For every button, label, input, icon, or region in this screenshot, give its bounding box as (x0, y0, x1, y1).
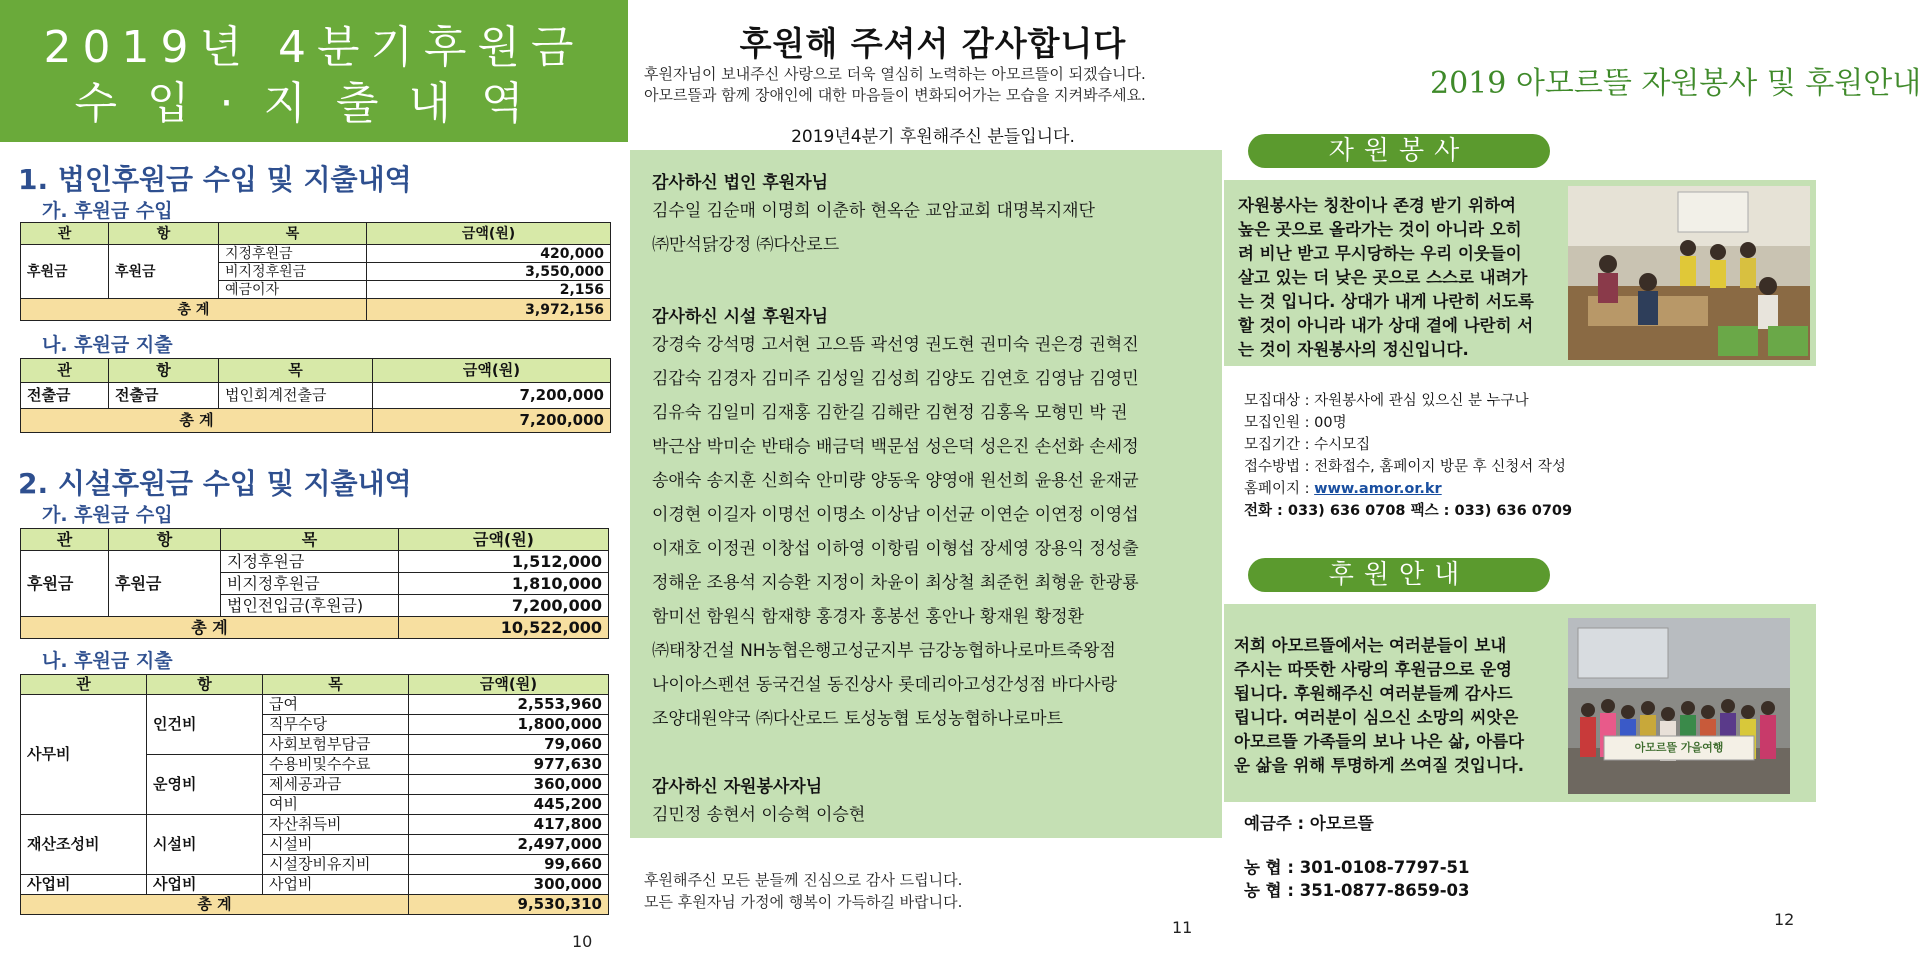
section1-expense-title: 나. 후원금 지출 (42, 334, 173, 356)
volunteer-pill: 자원봉사 (1248, 134, 1550, 168)
col-hang: 항 (109, 359, 219, 383)
text-line: 저희 아모르뜰에서는 여러분들이 보내 (1234, 636, 1507, 655)
facility-donor-names (652, 328, 1139, 736)
col-mok: 목 (263, 675, 409, 695)
recruit-method: 접수방법 : 전화접수, 홈페이지 방문 후 신청서 작성 (1244, 459, 1566, 475)
mok-cell: 지정후원금 (221, 551, 399, 573)
hang-cell: 사업비 (147, 875, 263, 895)
total-label: 총 계 (21, 895, 409, 915)
col-hang: 항 (147, 675, 263, 695)
page-number-10: 10 (572, 932, 593, 951)
mok-cell: 여비 (263, 795, 409, 815)
text-line: 높은 곳으로 올라가는 것이 아니라 오히 (1238, 220, 1522, 239)
col-hang: 항 (109, 529, 221, 551)
trip-banner: 아모르뜰 가을여행 (1634, 741, 1724, 754)
gwan-cell: 재산조성비 (21, 815, 147, 875)
hang-cell: 후원금 (109, 551, 221, 617)
mok-cell: 비지정후원금 (221, 573, 399, 595)
closing-line-1: 후원해주신 모든 분들께 진심으로 감사 드립니다. (644, 871, 963, 889)
volunteer-photo (1568, 186, 1810, 360)
gwan-cell: 전출금 (21, 383, 109, 409)
facility-expense-table (20, 674, 609, 915)
mok-cell: 지정후원금 (219, 245, 367, 263)
total-amount: 10,522,000 (399, 617, 609, 639)
amount-cell: 2,553,960 (409, 695, 609, 715)
col-gwan: 관 (21, 359, 109, 383)
hang-cell: 후원금 (109, 245, 219, 299)
amount-cell: 420,000 (367, 245, 611, 263)
total-label: 총 계 (21, 409, 373, 433)
text-line: 아모르뜰 가족들의 보나 나은 삶, 아름다 (1234, 732, 1525, 751)
donation-photo (1568, 618, 1790, 794)
volunteer-text (1238, 194, 1534, 362)
page-number-12: 12 (1774, 910, 1795, 929)
name-line: 이경현 이길자 이명선 이명소 이상남 이선균 이연순 이연정 이영섭 (652, 505, 1139, 525)
amount-cell: 360,000 (409, 775, 609, 795)
gwan-cell: 후원금 (21, 551, 109, 617)
closing-line-2: 모든 후원자님 가정에 행복이 가득하길 바랍니다. (644, 893, 963, 911)
col-gwan: 관 (21, 675, 147, 695)
mok-cell: 제세공과금 (263, 775, 409, 795)
amount-cell: 1,810,000 (399, 573, 609, 595)
name-line: 송애숙 송지훈 신희숙 안미량 양동욱 양영애 원선희 윤용선 윤재균 (652, 471, 1139, 491)
corp-donor-names (652, 194, 1095, 262)
amount-cell: 417,800 (409, 815, 609, 835)
total-label: 총 계 (21, 299, 367, 321)
recruit-period: 모집기간 : 수시모집 (1244, 437, 1371, 453)
amount-cell: 1,512,000 (399, 551, 609, 573)
text-line: 려 비난 받고 무시당하는 우리 이웃들이 (1238, 244, 1522, 263)
corp-income-table (20, 222, 611, 321)
text-line: 립니다. 여러분이 심으신 소망의 씨앗은 (1234, 708, 1519, 727)
gwan-cell: 후원금 (21, 245, 109, 299)
amount-cell: 99,660 (409, 855, 609, 875)
mok-cell: 법인회계전출금 (219, 383, 373, 409)
intro-line-1: 후원자님이 보내주신 사랑으로 더욱 열심히 노력하는 아모르뜰이 되겠습니다. (644, 65, 1146, 83)
section2-expense-title: 나. 후원금 지출 (42, 650, 173, 672)
section1-title: 1. 법인후원금 수입 및 지출내역 (18, 163, 412, 196)
mok-cell: 시설비 (263, 835, 409, 855)
total-amount: 3,972,156 (367, 299, 611, 321)
account-holder: 예금주 : 아모르뜰 (1244, 814, 1374, 833)
text-line: 됩니다. 후원해주신 여러분들께 감사드 (1234, 684, 1513, 703)
name-line: 조양대원약국 ㈜다산로드 토성농협 토성농협하나로마트 (652, 709, 1063, 729)
text-line: 할 것이 아니라 내가 상대 곁에 나란히 서 (1238, 316, 1534, 335)
mok-cell: 비지정후원금 (219, 263, 367, 281)
section2-title: 2. 시설후원금 수입 및 지출내역 (18, 467, 412, 500)
volunteer-donor-title: 감사하신 자원봉사자님 (652, 777, 823, 797)
corp-expense-table (20, 358, 611, 433)
amount-cell: 7,200,000 (399, 595, 609, 617)
mok-cell: 자산취득비 (263, 815, 409, 835)
homepage-row (1244, 478, 1572, 500)
donation-pill: 후원안내 (1248, 558, 1550, 592)
name-line: 김수일 김순매 이명희 이춘하 현옥순 교암교회 대명복지재단 (652, 201, 1095, 221)
donor-subtitle: 2019년4분기 후원해주신 분들입니다. (791, 127, 1075, 147)
banner-line-2: 수입·지출내역 (74, 78, 554, 129)
mok-cell: 수용비및수수료 (263, 755, 409, 775)
section2-income-title: 가. 후원금 수입 (42, 504, 173, 526)
amount-cell: 7,200,000 (373, 383, 611, 409)
amount-cell: 300,000 (409, 875, 609, 895)
name-line: 강경숙 강석명 고서현 고으뜸 곽선영 권도현 권미숙 권은경 권혁진 (652, 335, 1139, 355)
total-amount: 7,200,000 (373, 409, 611, 433)
corp-donor-title: 감사하신 법인 후원자님 (652, 173, 829, 193)
name-line: 함미선 함원식 함재향 홍경자 홍봉선 홍안나 황재원 황정환 (652, 607, 1084, 627)
col-gwan: 관 (21, 223, 109, 245)
name-line: 이재호 이정권 이창섭 이하영 이항림 이형섭 장세영 장용익 정성출 (652, 539, 1139, 559)
name-line: 김유숙 김일미 김재홍 김한길 김해란 김현정 김홍옥 모형민 박 권 (652, 403, 1128, 423)
amount-cell: 2,156 (367, 281, 611, 299)
amount-cell: 977,630 (409, 755, 609, 775)
name-line: 정해운 조용석 지승환 지정이 차윤이 최상철 최준헌 최형윤 한광룡 (652, 573, 1139, 593)
col-mok: 목 (219, 223, 367, 245)
col-amount: 금액(원) (399, 529, 609, 551)
col-hang: 항 (109, 223, 219, 245)
col-mok: 목 (221, 529, 399, 551)
thanks-title: 후원해 주셔서 감사합니다 (739, 24, 1127, 63)
gwan-cell: 사무비 (21, 695, 147, 815)
col-mok: 목 (219, 359, 373, 383)
name-line: ㈜만석닭강정 ㈜다산로드 (652, 235, 840, 255)
text-line: 자원봉사는 칭찬이나 존경 받기 위하여 (1238, 196, 1517, 215)
text-line: 는 것 입니다. 상대가 내게 나란히 서도록 (1238, 292, 1534, 311)
recruit-count: 모집인원 : 00명 (1244, 415, 1347, 431)
homepage-link[interactable]: www.amor.or.kr (1314, 481, 1442, 497)
total-amount: 9,530,310 (409, 895, 609, 915)
hang-cell: 전출금 (109, 383, 219, 409)
mok-cell: 직무수당 (263, 715, 409, 735)
donor-list-box (630, 150, 1222, 838)
donation-box (1224, 604, 1816, 802)
amount-cell: 2,497,000 (409, 835, 609, 855)
hang-cell: 운영비 (147, 755, 263, 815)
amount-cell: 445,200 (409, 795, 609, 815)
col-amount: 금액(원) (367, 223, 611, 245)
intro-line-2: 아모르뜰과 함께 장애인에 대한 마음들이 변화되어가는 모습을 지켜봐주세요. (644, 86, 1146, 104)
amount-cell: 79,060 (409, 735, 609, 755)
volunteer-names (652, 798, 865, 832)
banner-line-1: 2019년 4분기후원금 (43, 22, 585, 73)
text-line: 운 삶을 위해 투명하게 쓰여질 것입니다. (1234, 756, 1525, 775)
text-line: 는 것이 자원봉사의 정신입니다. (1238, 340, 1469, 359)
page-number-11: 11 (1172, 918, 1193, 937)
mok-cell: 사업비 (263, 875, 409, 895)
section1-income-title: 가. 후원금 수입 (42, 200, 173, 222)
gwan-cell: 사업비 (21, 875, 147, 895)
page10-banner (0, 0, 628, 142)
mok-cell: 사회보험부담금 (263, 735, 409, 755)
col-amount: 금액(원) (409, 675, 609, 695)
info-title: 2019 아모르뜰 자원봉사 및 후원안내 (1430, 66, 1921, 101)
hang-cell: 인건비 (147, 695, 263, 755)
mok-cell: 법인전입금(후원금) (221, 595, 399, 617)
col-gwan: 관 (21, 529, 109, 551)
name-line: 김민정 송현서 이승혁 이승현 (652, 805, 866, 825)
hang-cell: 시설비 (147, 815, 263, 875)
homepage-label: 홈페이지 : (1244, 481, 1315, 497)
text-line: 살고 있는 더 낮은 곳으로 스스로 내려가 (1238, 268, 1528, 287)
col-amount: 금액(원) (373, 359, 611, 383)
name-line: 박근삼 박미순 반태승 배금덕 백문섬 성은덕 성은진 손선화 손세정 (652, 437, 1139, 457)
mok-cell: 예금이자 (219, 281, 367, 299)
mok-cell: 급여 (263, 695, 409, 715)
amount-cell: 1,800,000 (409, 715, 609, 735)
recruit-info (1244, 390, 1572, 522)
phone-fax: 전화 : 033) 636 0708 팩스 : 033) 636 0709 (1244, 503, 1573, 519)
volunteer-box (1224, 180, 1816, 366)
mok-cell: 시설장비유지비 (263, 855, 409, 875)
facility-donor-title: 감사하신 시설 후원자님 (652, 307, 829, 327)
name-line: ㈜태창건설 NH농협은행고성군지부 금강농협하나로마트죽왕점 (652, 641, 1116, 661)
text-line: 주시는 따뜻한 사랑의 후원금으로 운영 (1234, 660, 1513, 679)
amount-cell: 3,550,000 (367, 263, 611, 281)
recruit-target: 모집대상 : 자원봉사에 관심 있으신 분 누구나 (1244, 393, 1529, 409)
total-label: 총 계 (21, 617, 399, 639)
bank-account-1: 농 협 : 301-0108-7797-51 (1244, 858, 1470, 877)
donation-text (1234, 634, 1524, 778)
name-line: 김갑숙 김경자 김미주 김성일 김성희 김양도 김연호 김영남 김영민 (652, 369, 1139, 389)
facility-income-table (20, 528, 609, 639)
bank-account-2: 농 협 : 351-0877-8659-03 (1244, 881, 1470, 900)
name-line: 나이아스펜션 동국건설 동진상사 롯데리아고성간성점 바다사랑 (652, 675, 1118, 695)
